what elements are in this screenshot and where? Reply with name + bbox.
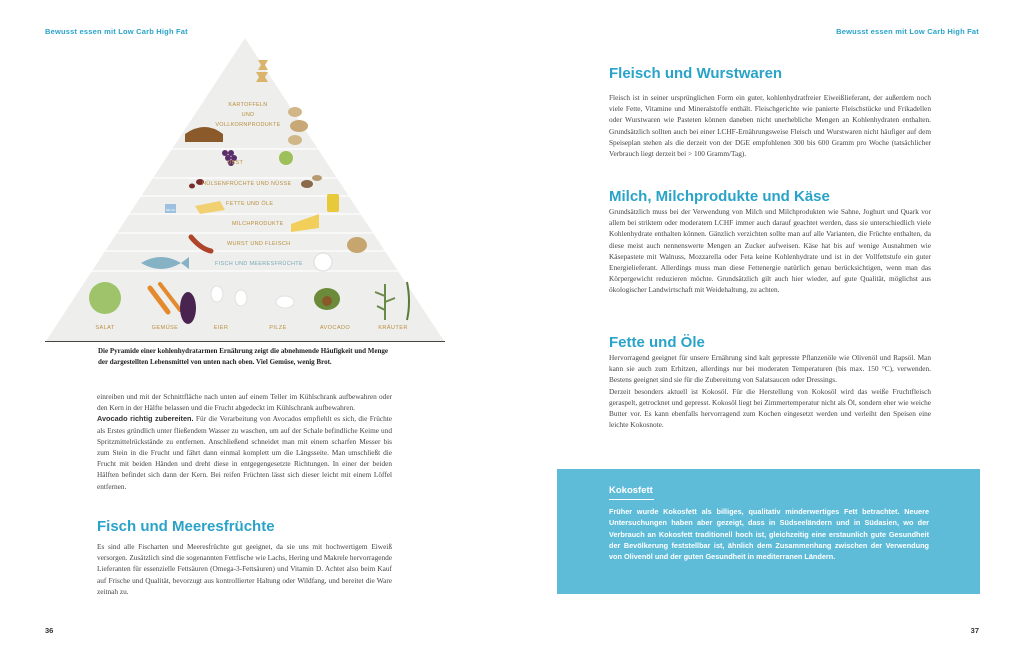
category-eier: EIER xyxy=(213,325,229,331)
category-salat: SALAT xyxy=(95,325,115,331)
category-gemuese: GEMÜSE xyxy=(151,325,179,331)
potato-icon xyxy=(288,135,302,145)
fette-paragraph-1: Hervorragend geeignet für unsere Ernährung sind kalt gepresste Pflanzenöle wie Olivenöl und Rapsöl. Man kann sie auch zum Erhitzen, allerdings nur bei moderaten Temperaturen (bis max. 150 °C), verwenden. Bestens geeignet sind sie für die Zubereitung von Salatsaucen oder Dressings. xyxy=(609,353,931,385)
almond-icon xyxy=(312,175,322,181)
oil-bottle-icon xyxy=(327,194,339,212)
fleisch-heading: Fleisch und Wurstwaren xyxy=(609,65,783,82)
bean-icon xyxy=(189,184,195,189)
avocado-seed-icon xyxy=(322,296,332,306)
page-number-right: 37 xyxy=(970,626,979,635)
egg-icon xyxy=(211,286,223,302)
tier-label-fette: FETTE UND ÖLE xyxy=(226,201,274,207)
nut-icon xyxy=(301,180,313,188)
shell-icon xyxy=(314,253,332,271)
fisch-text: Es sind alle Fischarten und Meeresfrüchte gut geeignet, da sie uns mit hochwertigem Eiweiß versorgen. Zusätzlich sind die sogenannten Fettfische wie Lachs, Hering und Makrele hervorragende Lieferanten für essenzielle Fettsäuren (Omega-3-Fettsäuren) und Vitamin D. Achtet also beim Kauf auf Frische und Qualität, bevorzugt aus kontrollierter Haltung oder Wildfang, und bereitet die Ware zeitnah zu. xyxy=(97,542,392,596)
milk-carton-label: MILCH xyxy=(165,208,176,212)
category-pilze: PILZE xyxy=(269,325,287,331)
kokosfett-box-text: Früher wurde Kokosfett als billiges, qualitativ minderwertiges Fett betrachtet. Neuere Untersuchungen haben aber gezeigt, dass in Südseeländern und in Südasien, wo der Verbrauch an Kokosfett traditionell hoch ist, gleichzeitig eine erstaunlich gute Gesundheit der Bevölkerung feststellbar ist, ähnlich dem Zusammenhang zwischen der Verwendung von Olivenöl und der guten Gesundheit in mediterranen Ländern. xyxy=(609,507,929,562)
milch-text: Grundsätzlich muss bei der Verwendung von Milch und Milchprodukten wie Sahne, Joghurt und Quark vor allem bei striktem oder moderatem LCHF immer auch darauf geachtet werden, dass sie unterschiedlich viele Kohlenhydrate enthalten können. Gänzlich verzichten sollte man auf alle Varianten, die Früchte enthalten, da diese meist auch nennenswerte Mengen an Zucker aufweisen. Käse hat bis auf wenige Ausnahmen wie Käsepastete mit Walnuss, Mozzarella oder Feta keine Kohlenhydrate und ist in der Vollfettstufe ein guter Energielieferant. Allerdings muss man diese Fettenergie natürlich genau berücksichtigen, wenn man das Körpergewicht reduzieren möchte. Grundsätzlich gilt auch hier wieder, auf gute Qualität, möglichst aus ökologischer Landwirtschaft mit Weidehaltung, zu achten. xyxy=(609,207,931,295)
fisch-heading: Fisch und Meeresfrüchte xyxy=(97,518,275,535)
food-pyramid-illustration xyxy=(45,36,445,341)
avocado-section xyxy=(97,391,392,492)
food-pyramid xyxy=(45,36,445,341)
avocado-paragraph-2 xyxy=(97,413,392,491)
kokosfett-box-title: Kokosfett xyxy=(609,485,653,496)
milch-heading: Milch, Milchprodukte und Käse xyxy=(609,188,830,205)
running-head-right: Bewusst essen mit Low Carb High Fat xyxy=(836,27,979,36)
potato-icon xyxy=(290,120,308,132)
tier-label-obst: OBST xyxy=(227,160,244,166)
tier-label-wurst: WURST UND FLEISCH xyxy=(227,241,291,247)
caption-rule xyxy=(45,341,445,342)
avocado-paragraph-1: einreiben und mit der Schnittfläche nach unten auf einem Teller im Kühlschrank aufbewahren oder den Kern in der Hälfte belassen und die Frucht abgedeckt im Kühlschrank aufbewahren. xyxy=(97,392,392,413)
avocado-inline-heading: Avocado richtig zubereiten. xyxy=(97,414,194,424)
tier-label-fisch: FISCH UND MEERESFRÜCHTE xyxy=(215,261,303,267)
fette-section xyxy=(609,352,931,430)
fette-heading: Fette und Öle xyxy=(609,334,705,351)
tier-label-top-2: UND xyxy=(241,112,255,118)
avocado-paragraph-2-text: Für die Verarbeitung von Avocados empfiehlt es sich, die Früchte als Erstes gründlich unter fließendem Wasser zu waschen, um auf der Schale befindliche Keime und Spritzmittelrückstände zu entfernen. Anschließend schneidet man mit einem scharfen Messer bis zum Stein in die Frucht und fährt dann einmal komplett um die Längsseite. Man umschließt die Frucht mit beiden Händen und dreht diese in entgegengesetzte Richtungen. In einer der beiden Hälften befindet sich dann der Kern. Bei reifen Früchten lässt sich dieser leicht mit einem Löffel entfernen. xyxy=(97,414,392,491)
tier-label-top-3: VOLLKORNPRODUKTE xyxy=(215,122,281,128)
fleisch-text: Fleisch ist in seiner ursprünglichen Form ein guter, kohlenhydratfreier Eiweißlieferant, der außerdem noch viele Fette, Vitamine und Mineralstoffe enthält. Fleischgerichte wie panierte Fleischstücke und Frikadellen oder Wurstwaren wie Pasteten können daneben nicht unerhebliche Mengen an Kohlenhydraten enthalten. Grundsätzlich sollten auch bei einer LCHF-Ernährungsweise Fleisch und Wurstwaren nicht häufiger auf dem Speiseplan stehen als die derzeit von der DGE empfohlenen 300 bis 600 Gramm pro Woche (tatsächlicher Verbrauch liegt derzeit bei > 100 Gramm/Tag). xyxy=(609,93,931,159)
tier-label-huelsen: HÜLSENFRÜCHTE UND NÜSSE xyxy=(202,181,292,187)
tier-label-milch: MILCHPRODUKTE xyxy=(232,221,284,227)
category-avocado: AVOCADO xyxy=(319,325,351,331)
kokosfett-box xyxy=(557,469,980,594)
tier-label-top-1: KARTOFFELN xyxy=(228,102,268,108)
chicken-leg-icon xyxy=(347,237,367,253)
apple-icon xyxy=(279,151,293,165)
running-head-left: Bewusst essen mit Low Carb High Fat xyxy=(45,27,188,36)
potato-icon xyxy=(288,107,302,117)
kokosfett-box-rule xyxy=(609,499,654,500)
pyramid-caption: Die Pyramide einer kohlenhydratarmen Ernährung zeigt die abnehmende Häufigkeit und Menge der dargestellten Lebensmittel von unten nach oben. Viel Gemüse, wenig Brot. xyxy=(98,347,388,366)
mushroom-icon xyxy=(276,296,294,308)
egg-icon xyxy=(235,290,247,306)
page-number-left: 36 xyxy=(45,626,54,635)
fette-paragraph-2: Derzeit besonders aktuell ist Kokosöl. Für die Herstellung von Kokosöl wird das weiße Fruchtfleisch geraspelt, getrocknet und gepresst. Kokosöl liegt bei Zimmertemperatur nicht als Öl, sondern eher wie weiche Butter vor. Es kann ebenfalls hervorragend zum Kochen eingesetzt werden und verleiht den Speisen eine leichte Kokosnote. xyxy=(609,386,931,430)
category-kraeuter: KRÄUTER xyxy=(378,325,408,331)
salad-icon xyxy=(89,282,121,314)
eggplant-icon xyxy=(180,292,196,324)
